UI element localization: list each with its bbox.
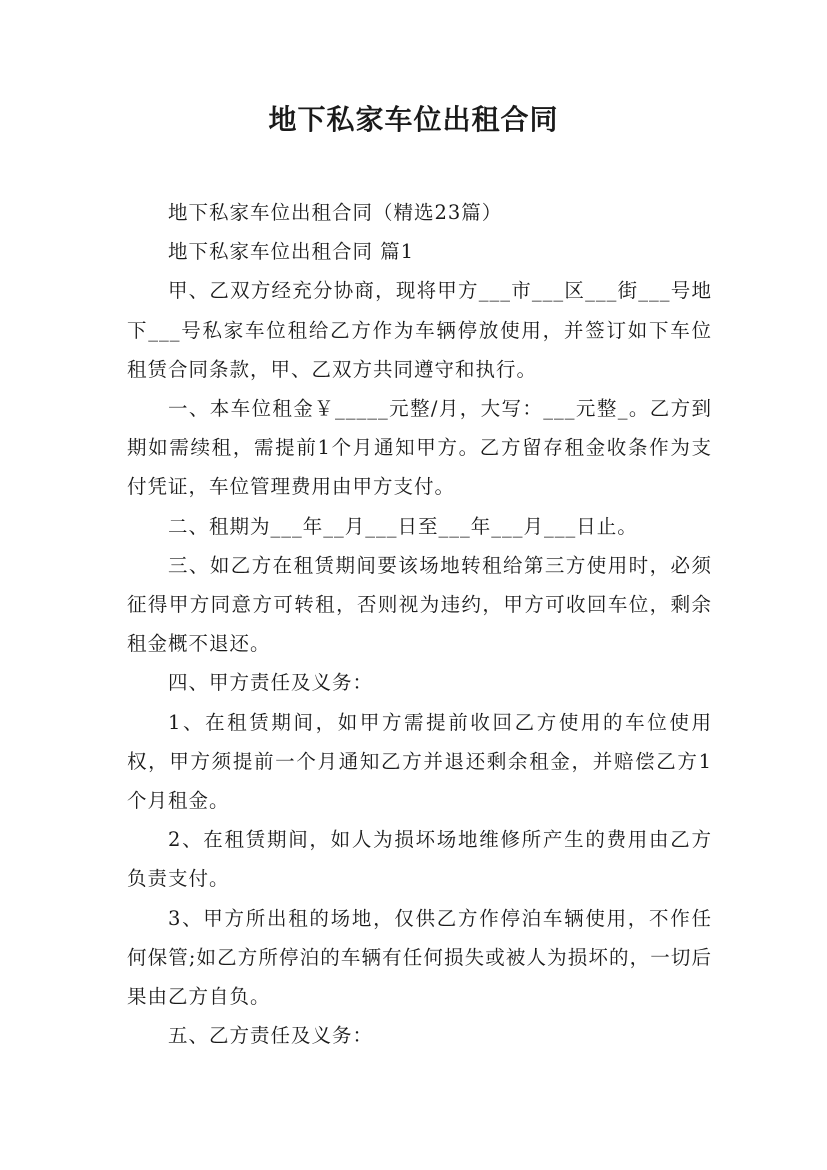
paragraph-clause-2: 二、租期为___年__月___日至___年___月___日止。 [167,514,638,538]
paragraph-intro: 甲、乙双方经充分协商，现将甲方___市___区___街___号地下___号私家车位租给乙方作为车辆停放使用，并签订如下车位租赁合同条款，甲、乙双方共同遵守和执行。 [127,279,712,381]
paragraph-part-heading: 地下私家车位出租合同 篇1 [167,240,415,264]
paragraph-collection-heading: 地下私家车位出租合同（精选23篇） [167,201,503,224]
paragraph-clause-1: 一、本车位租金￥_____元整/月，大写：___元整_。乙方到期如需续租，需提前1个月通知甲方。乙方留存租金收条作为支付凭证，车位管理费用由甲方支付。 [127,397,712,499]
paragraph-clause-4-item-1: 1、在租赁期间，如甲方需提前收回乙方使用的车位使用权，甲方须提前一个月通知乙方并退还剩余租金，并赔偿乙方1个月租金。 [127,710,712,813]
document-title: 地下私家车位出租合同 [268,103,559,136]
paragraph-clause-5-heading: 五、乙方责任及义务： [167,1024,373,1048]
paragraph-clause-4-item-3: 3、甲方所出租的场地，仅供乙方作停泊车辆使用，不作任何保管;如乙方所停泊的车辆有任何损失或被人为损坏的，一切后果由乙方自负。 [127,906,712,1009]
paragraph-clause-3: 三、如乙方在租赁期间要该场地转租给第三方使用时，必须征得甲方同意方可转租，否则视为违约，甲方可收回车位，剩余租金概不退还。 [127,553,712,656]
paragraph-clause-4-item-2: 2、在租赁期间，如人为损坏场地维修所产生的费用由乙方负责支付。 [127,828,712,891]
paragraph-clause-4-heading: 四、甲方责任及义务： [167,671,373,695]
document-body [127,193,712,1055]
